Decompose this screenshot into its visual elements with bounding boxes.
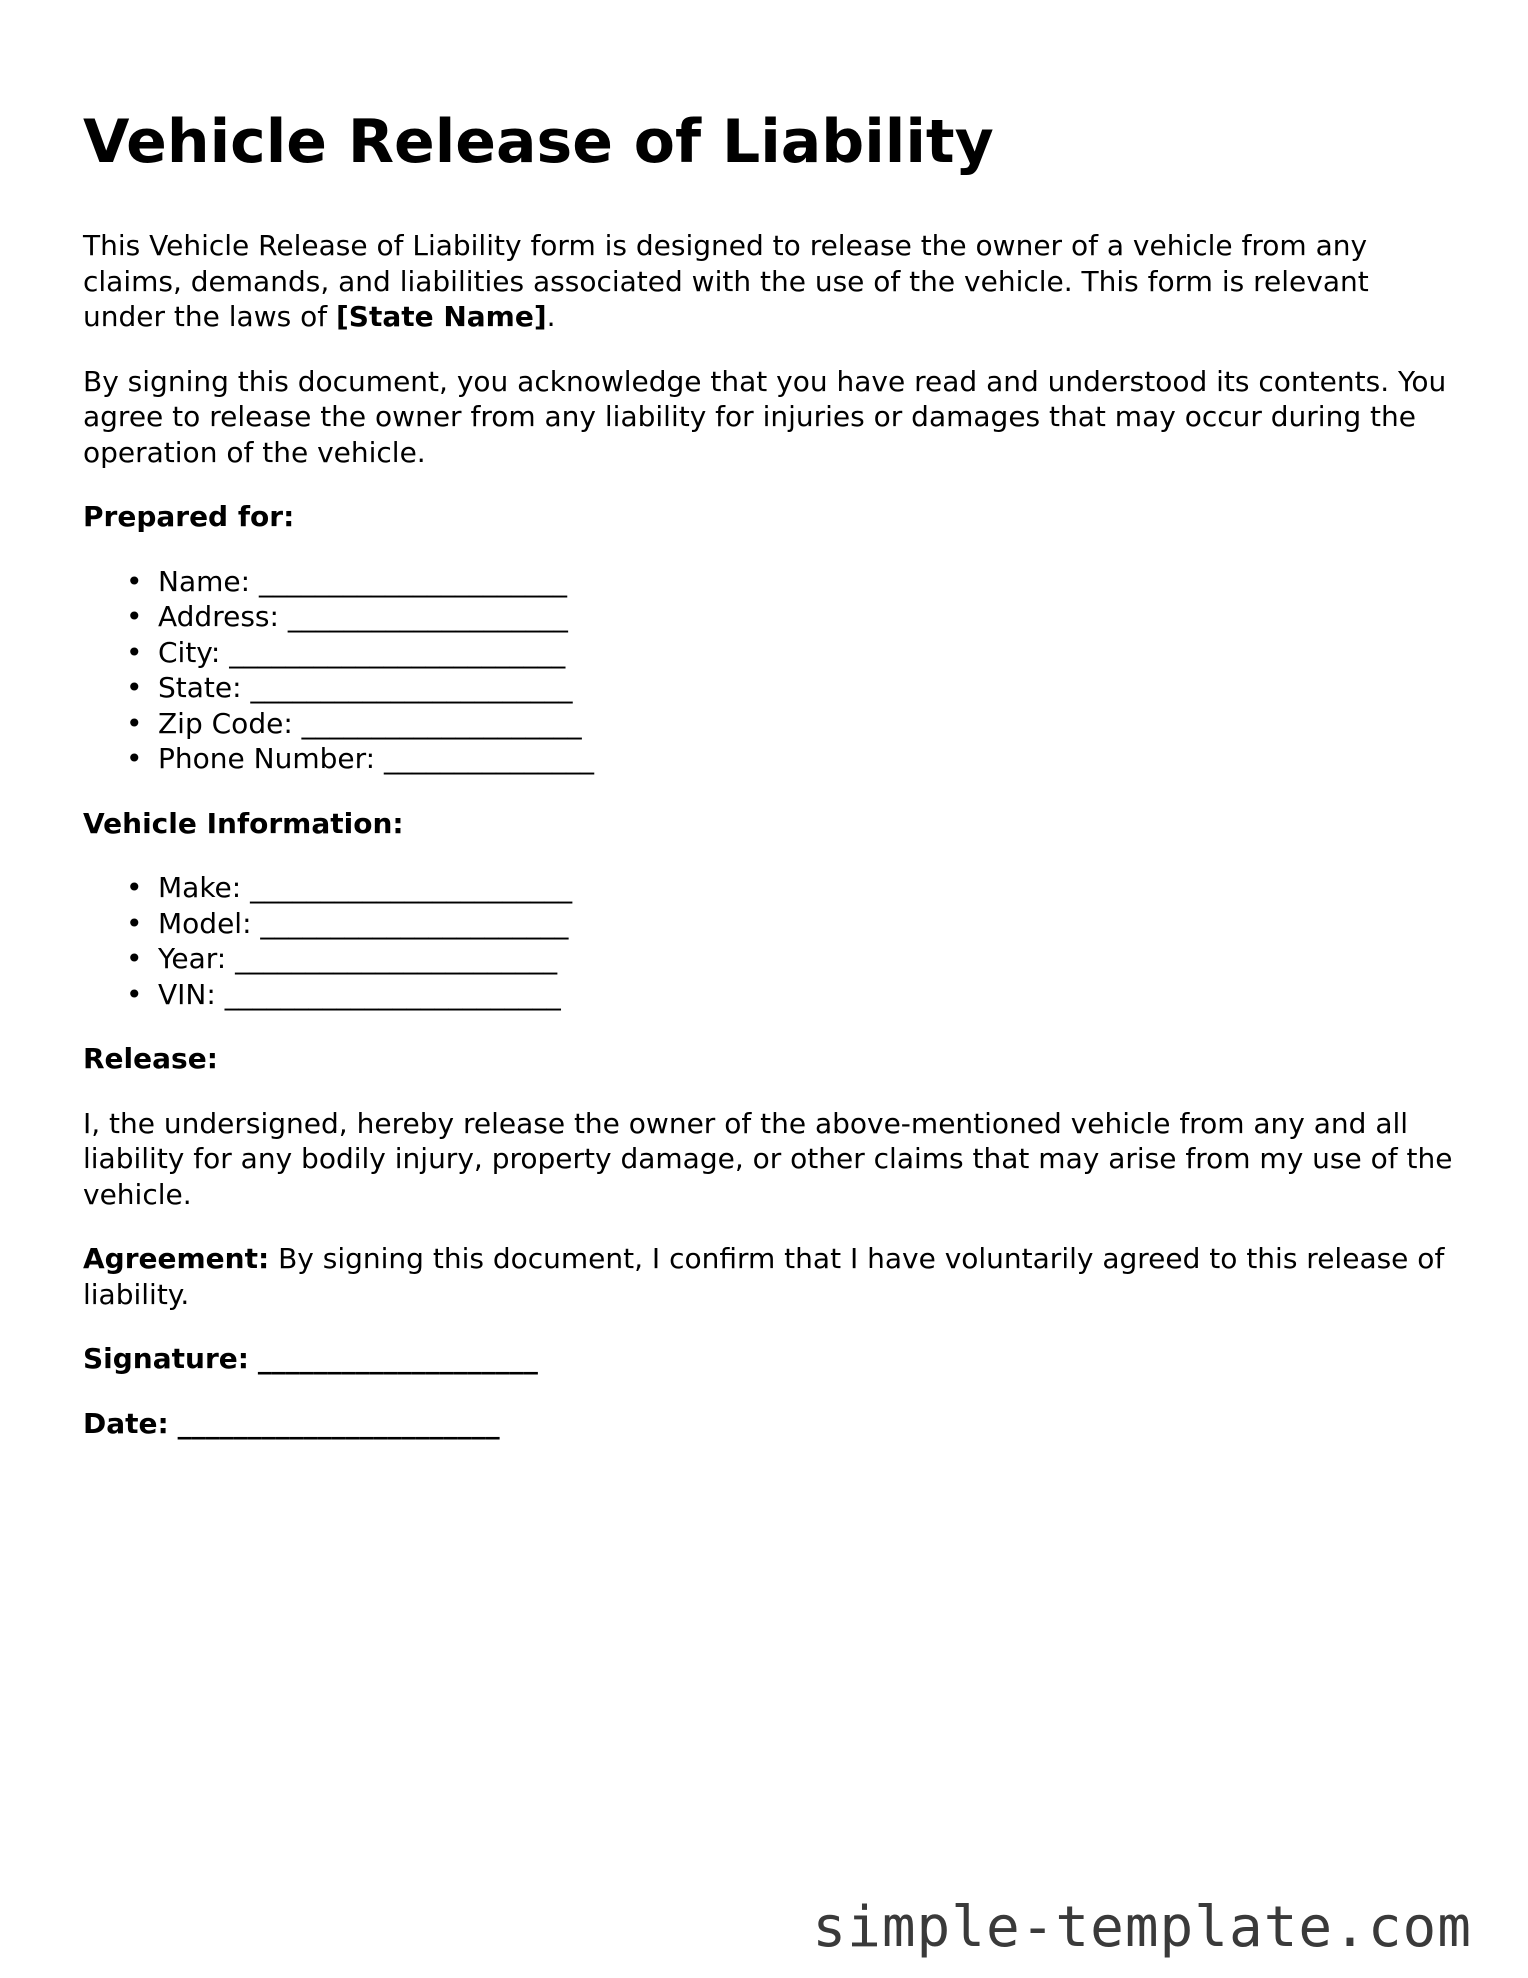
field-label: Phone Number: bbox=[158, 742, 376, 775]
bullet-icon: • bbox=[126, 942, 143, 975]
signature-label: Signature: bbox=[83, 1342, 249, 1375]
bullet-icon: • bbox=[126, 706, 143, 740]
release-paragraph: I, the undersigned, hereby release the owner of the above-mentioned vehicle from any and all liability for any bodily injury, property damage, or other claims that may arise from my use of the vehicle. bbox=[83, 1106, 1453, 1211]
vehicle-information-heading: Vehicle Information: bbox=[83, 806, 404, 840]
state-blank: _______________________ bbox=[250, 671, 573, 704]
field-label: Address: bbox=[158, 600, 279, 633]
bullet-icon: • bbox=[126, 671, 143, 704]
prepared-for-list bbox=[83, 564, 1453, 777]
document-title: Vehicle Release of Liability bbox=[83, 107, 994, 177]
field-label: Make: bbox=[158, 871, 242, 904]
state-name-placeholder: [State Name] bbox=[335, 300, 547, 333]
signature-blank: ____________________ bbox=[257, 1342, 538, 1375]
list-item-vin bbox=[126, 977, 1453, 1013]
intro-paragraph bbox=[83, 228, 1453, 335]
signature-line bbox=[83, 1341, 1453, 1377]
bullet-icon: • bbox=[126, 564, 143, 598]
field-label: State: bbox=[158, 671, 242, 704]
intro-text: This Vehicle Release of Liability form is designed to release the owner of a vehicle from any claims, demands, and liabilities associated with the use of the vehicle. This form is relevant under the laws of bbox=[83, 229, 1369, 333]
field-label: Name: bbox=[158, 564, 251, 598]
agreement-text: By signing this document, I confirm that I have voluntarily agreed to this release of liability. bbox=[83, 1242, 1445, 1311]
year-blank: _______________________ bbox=[235, 942, 558, 975]
watermark-text: simple-template.com bbox=[812, 1895, 1472, 1960]
agreement-paragraph bbox=[83, 1241, 1453, 1312]
acknowledgement-paragraph: By signing this document, you acknowledge that you have read and understood its contents. You agree to release the owner from any liability for injuries or damages that may occur during the operation of the vehicle. bbox=[83, 364, 1447, 469]
bullet-icon: • bbox=[126, 742, 143, 775]
list-item-city bbox=[126, 635, 1453, 671]
field-label: Zip Code: bbox=[158, 706, 293, 740]
list-item-address bbox=[126, 599, 1453, 635]
document-page bbox=[83, 100, 1453, 1470]
bullet-icon: • bbox=[126, 600, 143, 633]
field-label: Model: bbox=[158, 906, 252, 940]
field-label: VIN: bbox=[158, 977, 216, 1011]
field-label: Year: bbox=[158, 942, 227, 975]
intro-text-end: . bbox=[546, 300, 556, 333]
list-item-name bbox=[126, 564, 1453, 600]
vehicle-information-list bbox=[83, 870, 1453, 1012]
list-item-phone-number bbox=[126, 741, 1453, 777]
address-blank: ____________________ bbox=[287, 600, 568, 633]
make-blank: _______________________ bbox=[250, 871, 573, 904]
bullet-icon: • bbox=[126, 635, 143, 669]
date-label: Date: bbox=[83, 1406, 169, 1440]
bullet-icon: • bbox=[126, 977, 143, 1011]
agreement-label: Agreement: bbox=[83, 1242, 270, 1275]
date-line bbox=[83, 1406, 1453, 1442]
name-blank: ______________________ bbox=[258, 564, 567, 598]
list-item-state bbox=[126, 670, 1453, 706]
list-item-year bbox=[126, 941, 1453, 977]
date-blank: _______________________ bbox=[177, 1406, 500, 1440]
bullet-icon: • bbox=[126, 906, 143, 940]
field-label: City: bbox=[158, 635, 221, 669]
list-item-make bbox=[126, 870, 1453, 906]
zip-code-blank: ____________________ bbox=[301, 706, 582, 740]
prepared-for-heading: Prepared for: bbox=[83, 500, 295, 533]
list-item-model bbox=[126, 906, 1453, 942]
list-item-zip-code bbox=[126, 706, 1453, 742]
city-blank: ________________________ bbox=[229, 635, 566, 669]
release-heading: Release: bbox=[83, 1042, 218, 1075]
vin-blank: ________________________ bbox=[224, 977, 561, 1011]
bullet-icon: • bbox=[126, 871, 143, 904]
phone-number-blank: _______________ bbox=[383, 742, 594, 775]
model-blank: ______________________ bbox=[260, 906, 569, 940]
